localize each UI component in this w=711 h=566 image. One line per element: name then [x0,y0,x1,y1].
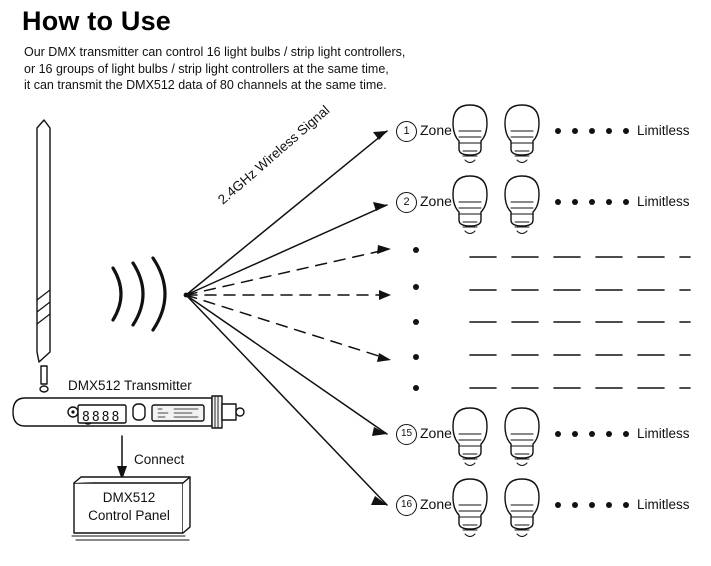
zone-label-15: Zone [420,425,452,441]
bulb-icon [453,479,487,537]
control-panel-line-2: Control Panel [88,508,170,523]
page-title: How to Use [22,6,172,36]
antenna-icon [37,120,50,392]
bulb-group-zone-1 [453,105,629,163]
intro-line-1: Our DMX transmitter can control 16 light bulbs / strip light controllers, [24,45,406,59]
signal-arrow-zone-1 [186,131,387,295]
limitless-label-15: Limitless [637,426,690,441]
signal-arrow-dashed-upper [186,250,385,295]
bulb-icon [505,176,539,234]
repeat-dots [555,128,629,134]
bulb-group-zone-16 [453,479,629,537]
wireless-signal-label: 2.4GHz Wireless Signal [215,102,333,208]
repeat-dots [555,502,629,508]
zone-number-badge-15: 15 [396,424,417,445]
bulb-group-zone-2 [453,176,629,234]
zone-number-badge-16: 16 [396,495,417,516]
wireless-waves-icon [113,258,165,330]
ellipsis-dots-column [413,247,419,391]
bulb-icon [505,105,539,163]
limitless-label-2: Limitless [637,194,690,209]
limitless-label-1: Limitless [637,123,690,138]
intro-line-2: or 16 groups of light bulbs / strip light controllers at the same time, [24,61,389,76]
zone-label-1: Zone [420,122,452,138]
control-panel-line-1: DMX512 [102,490,156,505]
bulb-icon [453,176,487,234]
dashed-placeholder-rows [470,257,690,388]
bulb-group-zone-15 [453,408,629,466]
connect-label: Connect [134,452,185,467]
zone-number-badge-1: 1 [396,121,417,142]
control-panel-label [74,489,184,525]
zone-label-2: Zone [420,193,452,209]
bulb-icon [453,408,487,466]
repeat-dots [555,431,629,437]
bulb-icon [453,105,487,163]
transmitter-label: DMX512 Transmitter [68,378,192,393]
limitless-label-16: Limitless [637,497,690,512]
transmitter-icon [13,396,244,428]
zone-number-badge-2: 2 [396,192,417,213]
zone-label-16: Zone [420,496,452,512]
connect-arrow [117,436,127,480]
intro-line-3: it can transmit the DMX512 data of 80 channels at the same time. [24,78,387,92]
transmitter-display-value: 8888 [82,410,122,425]
signal-arrow-zone-2 [186,202,387,295]
repeat-dots [555,199,629,205]
bulb-icon [505,479,539,537]
bulb-icon [505,408,539,466]
